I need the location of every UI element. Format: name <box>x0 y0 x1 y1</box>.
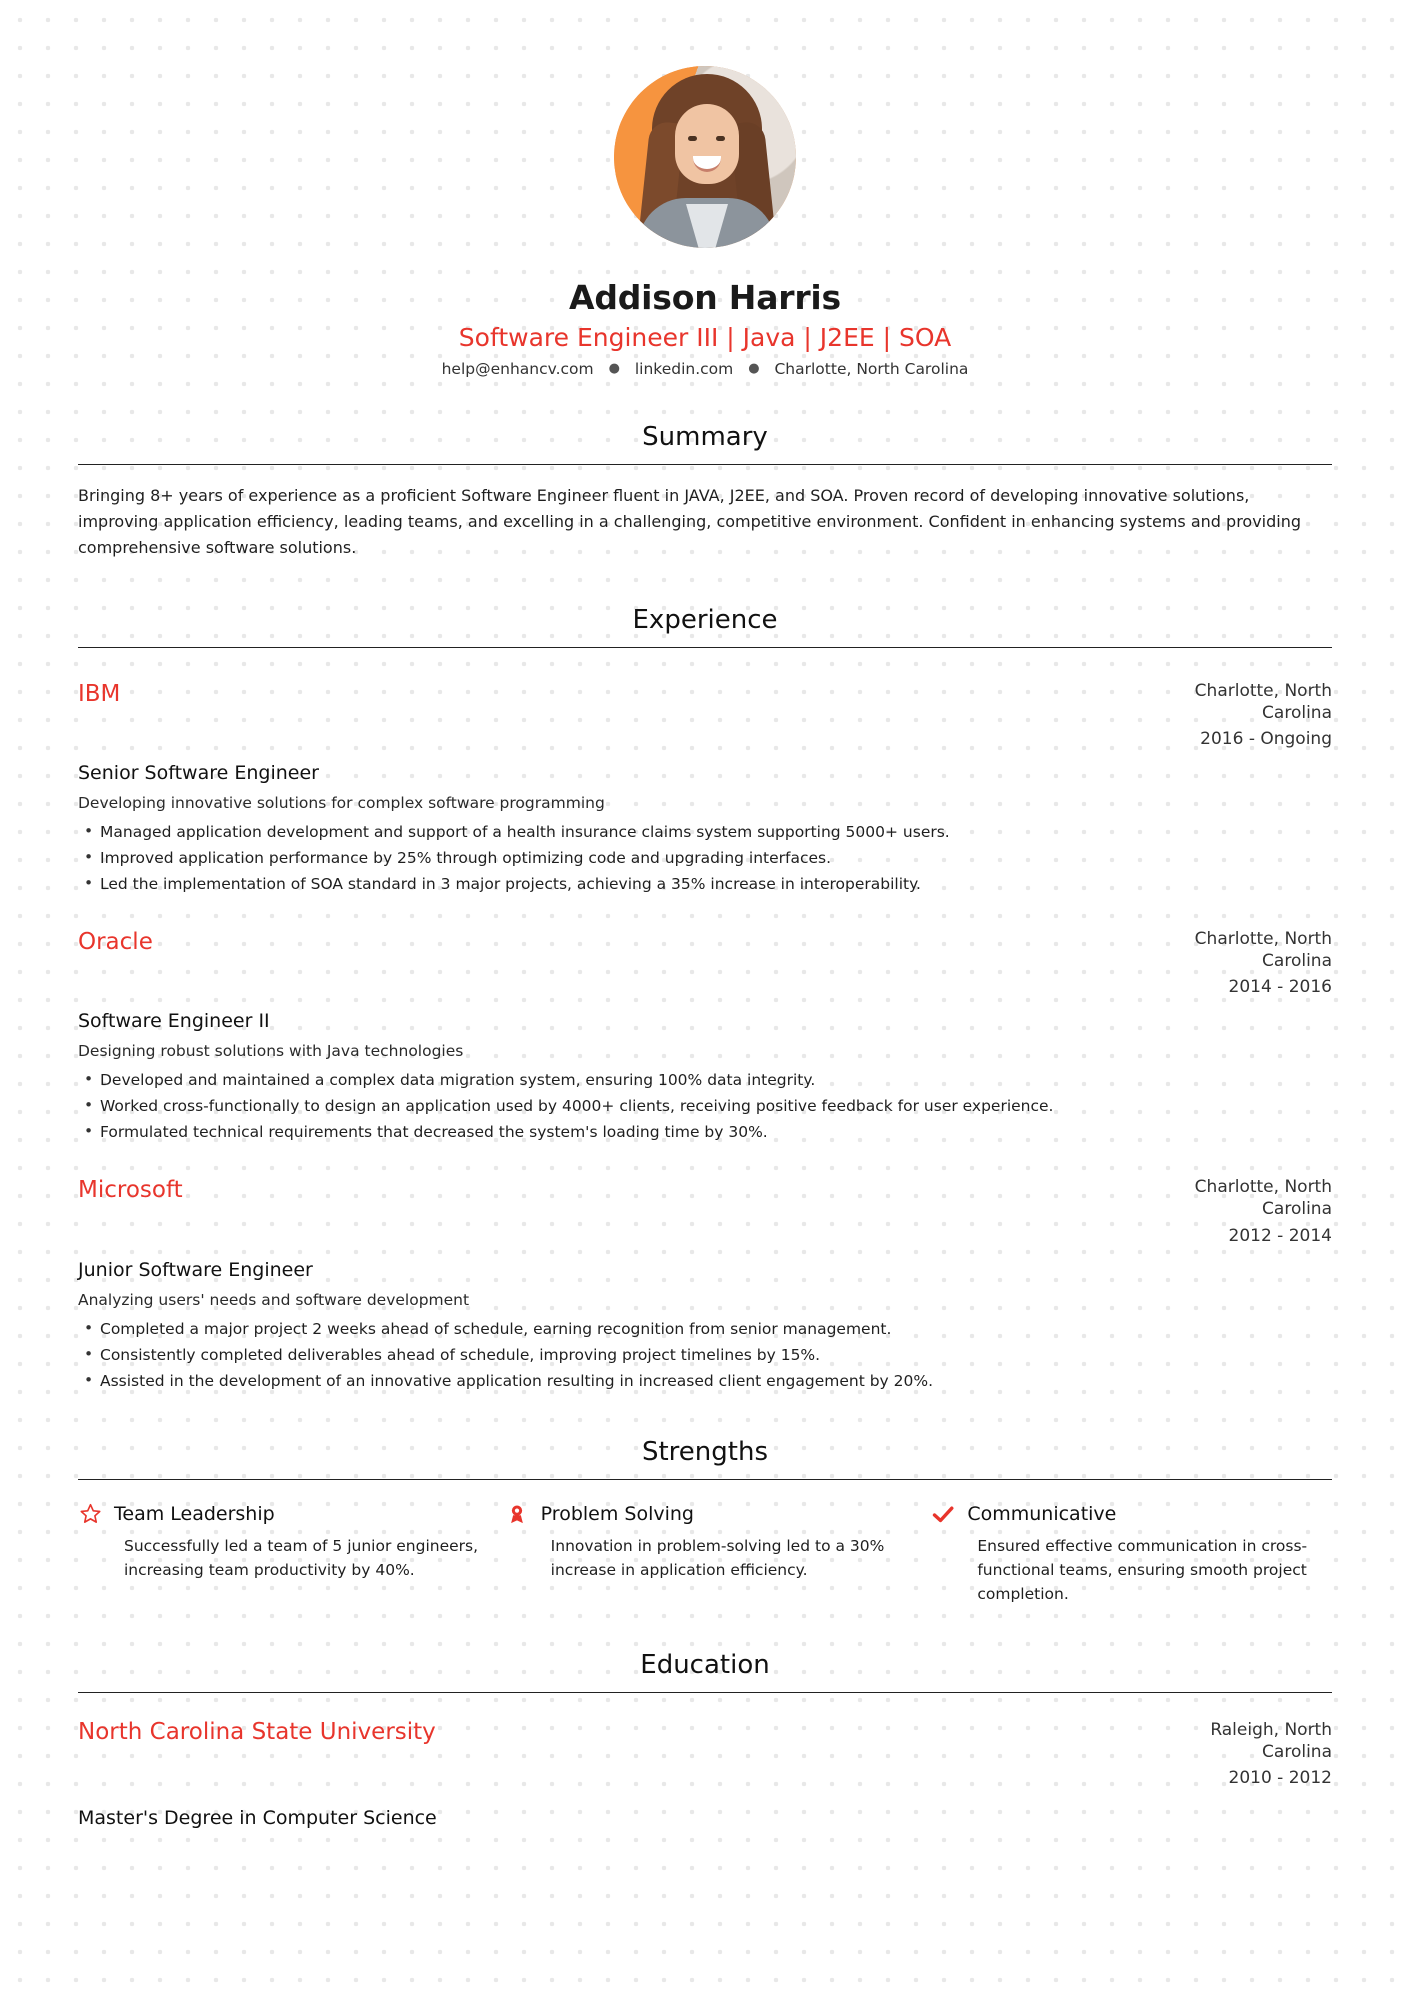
job-bullet: • Formulated technical requirements that decreased the system's loading time by 30%. <box>78 1120 1332 1144</box>
job-bullet: • Consistently completed deliverables ahead of schedule, improving project timelines by 15%. <box>78 1343 1332 1367</box>
strengths-title: Strengths <box>641 1436 768 1467</box>
job-dates: 2014 - 2016 <box>1228 977 1332 998</box>
check-mark-icon <box>931 1502 955 1526</box>
contact-row <box>78 360 1332 378</box>
education-title: Education <box>640 1649 770 1680</box>
avatar-eye-right <box>716 136 725 141</box>
company-name: Oracle <box>78 929 153 956</box>
strength-name: Team Leadership <box>114 1502 275 1525</box>
section-divider <box>78 1692 1332 1693</box>
contact-location: Charlotte, North Carolina <box>774 360 969 378</box>
job-dates: 2016 - Ongoing <box>1200 728 1332 749</box>
strength-item <box>78 1502 479 1606</box>
job-bullet: • Developed and maintained a complex data migration system, ensuring 100% data integrity. <box>78 1068 1332 1092</box>
company-name: IBM <box>78 680 121 707</box>
job-bullet: • Improved application performance by 25% through optimizing code and upgrading interfaces. <box>78 846 1332 870</box>
resume-header <box>78 0 1332 378</box>
section-strengths <box>78 1437 1332 1606</box>
strength-name: Problem Solving <box>540 1502 694 1525</box>
experience-item <box>78 680 1332 896</box>
contact-separator-icon: ● <box>608 361 620 376</box>
job-subtitle: Analyzing users' needs and software development <box>78 1290 470 1309</box>
contact-email[interactable]: help@enhancv.com <box>441 360 594 378</box>
strength-item <box>505 1502 906 1606</box>
contact-linkedin[interactable]: linkedin.com <box>634 360 734 378</box>
experience-item <box>78 928 1332 1144</box>
contact-separator-icon: ● <box>748 361 760 376</box>
avatar <box>614 66 796 248</box>
job-role: Senior Software Engineer <box>78 762 319 784</box>
school-location: Raleigh, North Carolina <box>1210 1719 1332 1762</box>
summary-title: Summary <box>642 422 768 452</box>
job-subtitle: Developing innovative solutions for complex software programming <box>78 794 605 812</box>
section-experience <box>78 605 1332 1393</box>
job-bullet-list <box>78 1068 1332 1144</box>
job-bullet: • Completed a major project 2 weeks ahead of schedule, earning recognition from senior management. <box>78 1317 1332 1341</box>
candidate-name: Addison Harris <box>569 278 841 317</box>
job-location: Charlotte, North Carolina <box>1194 929 1332 972</box>
job-role: Software Engineer II <box>78 1010 270 1033</box>
avatar-eye-left <box>688 136 697 141</box>
summary-text: Bringing 8+ years of experience as a proficient Software Engineer fluent in JAVA, J2EE, and SOA. Proven record of developing innovative solutions, improving application efficiency, leading teams, and excelling in a challenging, competitive environment. Confident in enhancing systems and providing comprehensive software solutions. <box>78 486 1302 557</box>
candidate-job-title: Software Engineer III | Java | J2EE | SOA <box>458 323 952 352</box>
school-dates: 2010 - 2012 <box>1228 1767 1332 1788</box>
section-divider <box>78 464 1332 465</box>
strength-description: Successfully led a team of 5 junior engineers, increasing team productivity by 40%. <box>124 1536 479 1579</box>
strength-name: Communicative <box>967 1502 1117 1525</box>
experience-item <box>78 1176 1332 1392</box>
degree-name: Master's Degree in Computer Science <box>78 1807 437 1830</box>
job-subtitle: Designing robust solutions with Java technologies <box>78 1042 464 1061</box>
strength-description: Innovation in problem-solving led to a 30% increase in application efficiency. <box>550 1536 885 1579</box>
job-bullet-list <box>78 820 1332 896</box>
section-divider <box>78 1479 1332 1480</box>
job-location: Charlotte, North Carolina <box>1194 1177 1332 1220</box>
strength-item <box>931 1502 1332 1606</box>
job-role: Junior Software Engineer <box>78 1258 313 1281</box>
section-divider <box>78 647 1332 648</box>
job-location: Charlotte, North Carolina <box>1194 680 1332 723</box>
job-bullet: • Worked cross-functionally to design an application used by 4000+ clients, receiving positive feedback for user experience. <box>78 1094 1332 1118</box>
experience-title: Experience <box>632 604 778 635</box>
section-education <box>78 1650 1332 1829</box>
job-bullet: • Assisted in the development of an innovative application resulting in increased client engagement by 20%. <box>78 1369 1332 1393</box>
company-name: Microsoft <box>78 1177 183 1204</box>
award-ribbon-icon <box>505 1502 529 1526</box>
star-icon <box>78 1502 102 1526</box>
school-name: North Carolina State University <box>78 1718 436 1745</box>
strength-description: Ensured effective communication in cross-functional teams, ensuring smooth project completion. <box>977 1536 1308 1603</box>
avatar-face <box>675 104 739 184</box>
job-bullet-list <box>78 1317 1332 1393</box>
section-summary <box>78 422 1332 561</box>
job-bullet: • Managed application development and support of a health insurance claims system supporting 5000+ users. <box>78 820 1332 844</box>
education-item <box>78 1719 1332 1829</box>
job-bullet: • Led the implementation of SOA standard in 3 major projects, achieving a 35% increase in interoperability. <box>78 872 1332 896</box>
job-dates: 2012 - 2014 <box>1228 1225 1332 1246</box>
